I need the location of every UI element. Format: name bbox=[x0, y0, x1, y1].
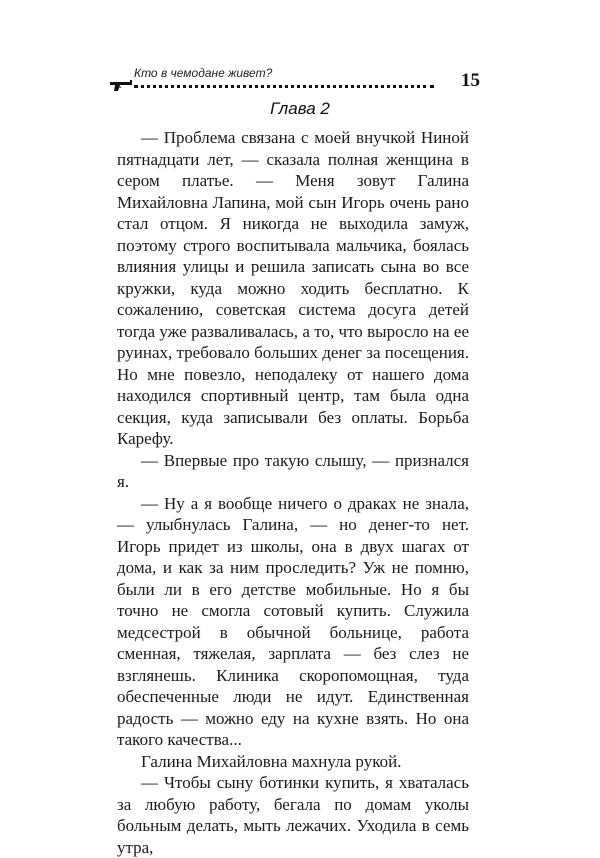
running-title: Кто в чемодане живет? bbox=[134, 66, 273, 80]
paragraph: — Впервые про такую слышу, — признался я. bbox=[117, 450, 469, 491]
running-head bbox=[108, 66, 480, 94]
paragraph: Галина Михайловна махнула рукой. bbox=[141, 751, 402, 771]
pistol-icon bbox=[108, 78, 134, 92]
paragraph: — Ну а я вообще ничего о драках не знала, — улыбнулась Галина, — но денег-то нет. Игорь придет из школы, она в двух шагах от дома, и как за ним проследить? Уж не помню, были ли в его детстве мобильные. Но я бы точно не смогла сотовый купить. Служила медсестрой в обычной больнице, работа сменная, тяжелая, зарплата — без слез не взглянешь. Клиника скоропомощная, туда обеспеченные люди не идут. Единственная радость — можно еду на кухне взять. Но она такого качества... bbox=[117, 493, 469, 749]
paragraph: — Проблема связана с моей внучкой Ниной пятнадцати лет, — сказала полная женщина в сером платье. — Меня зовут Галина Михайловна Лапина, мой сын Игорь очень рано стал отцом. Я никогда не выходила замуж, поэтому строго воспитывала мальчика, боялась влияния улицы и решила записать сына во все кружки, куда можно ходить бесплатно. К сожалению, советская система досуга детей тогда уже разваливалась, а то, что выросло на ее руинах, требовало больших денег за посещения. Но мне повезло, неподалеку от нашего дома находился спортивный центр, там была одна секция, куда записывали без оплаты. Борьба Карефу. bbox=[117, 128, 469, 448]
body-text bbox=[117, 127, 469, 858]
chapter-title: Глава 2 bbox=[270, 99, 330, 118]
dotted-rule bbox=[134, 85, 434, 88]
page-number: 15 bbox=[461, 70, 480, 91]
paragraph: — Чтобы сыну ботинки купить, я хваталась за любую работу, бегала по домам уколы больным делать, мыть лежачих. Уходила в семь утра, bbox=[117, 773, 469, 857]
